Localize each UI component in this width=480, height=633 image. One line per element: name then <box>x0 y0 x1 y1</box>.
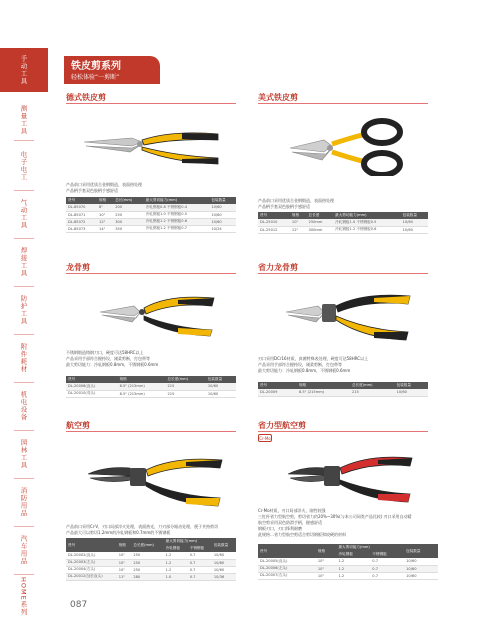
section-title-labor-aviation-snips: 省力型航空剪 <box>258 421 306 430</box>
german-snips-description: 产品前口采用优质合金钢锻造，表面热处理 产品柄手套双色胶柄手感舒适 <box>66 182 142 193</box>
section-rule <box>66 431 236 432</box>
german-snips-spec-table <box>66 197 236 233</box>
table-row: DL-20002(直头) 10" 250 1.2 0.7 10/60 <box>66 552 236 559</box>
sidebar-divider <box>14 286 34 287</box>
sidebar-item-pneumatic-tools[interactable]: 气动工具 <box>19 199 28 229</box>
sidebar-item-electrical-tools[interactable]: 电子电工 <box>19 151 28 181</box>
table-row: DL-25010 10" 250mm 冷轧钢板1.0 不锈钢板0.5 10/60 <box>258 219 428 226</box>
section-rule <box>66 103 236 104</box>
sidebar-divider <box>14 478 34 479</box>
sidebar-divider <box>14 382 34 383</box>
table-row: DL-20010(弯头) 8.5" (215mm) 215 10/60 <box>66 390 236 397</box>
american-snips-spec-table <box>258 212 428 234</box>
sidebar-divider <box>14 140 34 141</box>
sidebar-item-garden-tools[interactable]: 园林工具 <box>19 439 28 469</box>
sidebar-item-auto-supplies[interactable]: 汽车用品 <box>19 535 28 565</box>
table-row: DL-20007(右头) 10" 1.2 0.7 10/60 <box>258 572 438 579</box>
table-row: DL-85071 10" 250 冷轧钢板1.0 不锈钢板0.5 10/60 <box>66 211 236 218</box>
sidebar-divider <box>14 574 34 575</box>
dragon-snips-image <box>98 288 218 338</box>
german-tin-snips-image <box>82 120 222 170</box>
sidebar-divider <box>14 238 34 239</box>
labor-aviation-snips-spec-table <box>258 544 438 580</box>
dragon-snips-spec-table <box>66 376 236 398</box>
table-row: DL-85073 14" 350 冷轧钢板1.2 不锈钢板0.7 10/24 <box>66 225 236 232</box>
table-row: DL-20008(直头) 8.5" (215mm) 215 10/60 <box>66 383 236 390</box>
table-row: DL-20003(左头) 10" 250 1.2 0.7 10/60 <box>66 559 236 566</box>
section-rule <box>258 103 428 104</box>
labor-dragon-snips-description: 刃口采用DCr16材质，真菌特殊表处理，硬度可达58HRC以上 产品采用手部符合握持设，刚柔剪断，打包带等 最大剪切能力：冷轧钢板0.8mm，不锈钢板0.6mm <box>258 356 369 373</box>
section-title-aviation-snips: 航空剪 <box>66 421 90 430</box>
table-header-row: 冷轧钢板 不锈钢板 <box>66 545 236 552</box>
labor-dragon-snips-spec-table <box>258 382 428 397</box>
labor-aviation-snips-description: Cr-Mo材质，刃口局部淬火，刚性较强 三杠杆省力型航空剪，剪切省力约20%~30%(与本公司同类产品比较) 刃口采用自动精 航空剪采用双色防滑手柄，握感舒适 钢板刃口，刃口锋利耐磨 此规格…省力型航空剪适合剪切钢板和较硬的材料 <box>258 508 412 537</box>
table-row: DL-20009 8.5" (215mm) 215 10/60 <box>258 389 428 396</box>
category-sidebar <box>0 0 48 633</box>
american-snips-description: 产品前口采用优质合金钢锻造，表面热处理 产品柄手套双色胶柄手感舒适 <box>258 198 334 209</box>
section-title-american-snips: 美式铁皮剪 <box>258 93 298 102</box>
aviation-snips-spec-table <box>66 538 236 581</box>
aviation-snips-description: 产品前口采用Cr-V，刃口局部淬火处理，表面热光，刀刃部分锯齿处理，便于夹持剪切 产品最大可以剪切1.2mm的冷轧钢板和0.7mm的不锈钢板 <box>66 524 219 535</box>
section-rule <box>66 273 236 274</box>
dragon-snips-description: 不锈钢锻造铸钢刀口，硬度可达58HRC以上 产品采用手部符合握持设，刚柔剪断，打包带等 最大剪切能力：冷轧钢板0.8mm，不锈钢板0.6mm <box>66 350 159 367</box>
table-header-row: 冷轧钢板 不锈钢板 <box>258 551 438 558</box>
table-header-row: 货号 规格 总长度(mm) 包装数量 <box>66 376 236 383</box>
sidebar-divider <box>14 526 34 527</box>
aviation-snips-image <box>86 448 226 508</box>
table-header-row: 货号 规格 总长度(mm) 包装数量 <box>258 382 428 389</box>
labor-aviation-snips-image <box>286 448 416 504</box>
sidebar-divider <box>14 190 34 191</box>
section-title-labor-dragon-snips: 省力龙骨剪 <box>258 263 298 272</box>
page-subtitle: 轻松体验“一剪断” <box>71 74 120 81</box>
american-tin-snips-image <box>288 118 408 176</box>
labor-dragon-snips-image <box>284 284 414 344</box>
section-rule <box>258 273 428 274</box>
table-row: DL-20004(右头) 10" 250 1.2 0.7 10/60 <box>66 566 236 573</box>
sidebar-item-welding-tools[interactable]: 焊接工具 <box>19 247 28 277</box>
table-row: DL-85072 12" 300 冷轧钢板1.2 不锈钢板0.6 10/60 <box>66 218 236 225</box>
sidebar-item-measuring-tools[interactable]: 测量工具 <box>19 105 28 135</box>
table-row: DL-20012(加长直头) 11" 280 1.0 0.7 10/36 <box>66 573 236 580</box>
table-header-row: 货号 规格 总长度(mm) 最大剪切能力(mm) 包装数量 <box>66 538 236 545</box>
section-title-dragon-snips: 龙骨剪 <box>66 263 90 272</box>
sidebar-item-hand-tools[interactable]: 手动工具 <box>0 48 48 92</box>
table-row: DL-85070 8" 200 冷轧钢板0.8 不锈钢板0.4 10/60 <box>66 204 236 211</box>
cr-mo-badge: Cr-Mo <box>259 436 271 441</box>
sidebar-item-home-series[interactable]: HOME系列 <box>19 576 28 616</box>
table-header-row: 货号 规格 总长(mm) 最大剪切能力(mm) 包装数量 <box>66 197 236 204</box>
page-title: 铁皮剪系列 <box>71 61 121 72</box>
table-row: DL-25012 12" 300mm 冷轧钢板1.2 不锈钢板0.6 10/60 <box>258 226 428 233</box>
table-row: DL-20005(直头) 10" 1.2 0.7 10/60 <box>258 558 438 565</box>
sidebar-item-fire-safety[interactable]: 消防用品 <box>19 487 28 517</box>
section-title-german-snips: 德式铁皮剪 <box>66 93 106 102</box>
sidebar-divider <box>14 430 34 431</box>
table-header-row: 货号 规格 最大剪切能力(mm) 包装数量 <box>258 544 438 551</box>
page-number: 087 <box>70 600 88 610</box>
sidebar-divider <box>14 334 34 335</box>
sidebar-item-accessories[interactable]: 附件耗材 <box>19 343 28 373</box>
table-row: DL-20006(左头) 10" 1.2 0.7 10/60 <box>258 565 438 572</box>
sidebar-item-machinery[interactable]: 机电设备 <box>19 391 28 421</box>
table-header-row: 货号 规格 总长度 最大剪切能力(mm) 包装数量 <box>258 212 428 219</box>
sidebar-item-protective-tools[interactable]: 防护工具 <box>19 295 28 325</box>
section-rule <box>258 431 428 432</box>
